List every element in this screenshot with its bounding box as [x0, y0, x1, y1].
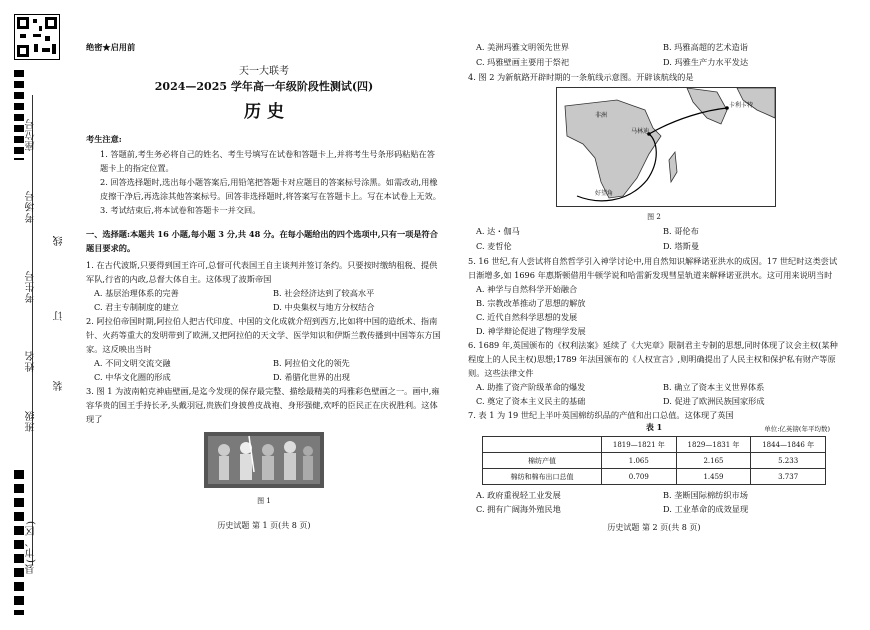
- question-options: [468, 40, 840, 70]
- note-item: 2. 回答选择题时,选出每小题答案后,用铅笔把答题卡对应题目的答案标号涂黑。如需改动,用橡皮擦干净后,再选涂其他答案标号。回答非选择题时,将答案写在答题卡上。写在本试卷上无效。: [100, 177, 441, 201]
- black-stripe-top: [14, 70, 24, 160]
- option: A. 政府重视轻工业发展: [476, 490, 561, 500]
- figure-caption: 图 1: [257, 497, 271, 505]
- table-cell: 1829—1831 年: [676, 437, 751, 453]
- option: D. 促进了欧洲民族国家形成: [663, 396, 765, 406]
- option: C. 奠定了资本主义民主的基础: [476, 396, 586, 406]
- table-unit: 单位:亿英镑(年平均数): [764, 425, 830, 433]
- question-options: [86, 286, 442, 314]
- question-options: [468, 488, 840, 516]
- route-map: [556, 87, 776, 207]
- label-name: 姓名: [26, 350, 37, 372]
- option: A. 达・伽马: [476, 226, 520, 236]
- page-footer: 历史试题 第 2 页(共 8 页): [607, 523, 701, 532]
- data-table: [482, 436, 826, 485]
- option: A. 神学与自然科学开始融合: [476, 284, 578, 294]
- subject-title: 历 史: [244, 102, 284, 122]
- label-room: 考场号: [26, 190, 37, 223]
- option: D. 玛雅生产力水平发达: [663, 57, 749, 67]
- label-student-id: 考生号: [26, 270, 37, 303]
- question-stem: 4. 图 2 为新航路开辟时期的一条航线示意图。开辟该航线的是: [468, 72, 694, 82]
- table-title: 表 1: [645, 422, 663, 432]
- table-cell: 1.459: [676, 469, 751, 485]
- table-cell: 棉纺产值: [483, 453, 602, 469]
- option: C. 中华文化圈的形成: [94, 372, 171, 382]
- secret-mark: 绝密★启用前: [86, 42, 136, 52]
- option: A. 助推了资产阶级革命的爆发: [476, 382, 586, 392]
- map-label: 好望角: [595, 190, 614, 197]
- option: D. 中央集权与地方分权结合: [273, 302, 375, 312]
- question-options: [468, 224, 840, 254]
- table-row: [483, 469, 826, 485]
- note-item: 3. 考试结束后,将本试卷和答题卡一并交回。: [100, 205, 261, 215]
- question-stem: 1. 在古代波斯,只要得到国王许可,总督可代表国王自主谈判并签订条约。只要按时缴纳租税、提供军队,行省的内政,总督大体自主。这体现了波斯帝国: [86, 260, 438, 284]
- question-stem: 3. 图 1 为波南帕克神庙壁画,是迄今发现的保存最完整、描绘最精美的玛雅彩色壁画之一。画中,雍容华贵的国王手持长矛,头戴羽冠,贵族们身披兽皮战袍、身形强健,欢呼的臣民正在庆祝胜利。这体现了: [86, 386, 440, 424]
- page-footer: 历史试题 第 1 页(共 8 页): [217, 521, 311, 530]
- black-stripe-bottom: [14, 470, 24, 615]
- question-options: [468, 380, 840, 408]
- option: B. 确立了资本主义世界体系: [663, 382, 765, 392]
- notes-title: 考生注意:: [86, 134, 122, 144]
- right-column: [468, 40, 840, 533]
- mural-image: [204, 432, 324, 488]
- question-options: [86, 356, 442, 384]
- binding-sidebar: [0, 0, 78, 630]
- table-header-row: [483, 437, 826, 453]
- table-cell: [483, 437, 602, 453]
- option: C. 玛雅壁画主要用于祭祀: [476, 57, 570, 67]
- question-stem: 7. 表 1 为 19 世纪上半叶英国棉纺织品的产值和出口总值。这体现了英国: [468, 410, 734, 420]
- option: A. 美洲玛雅文明领先世界: [476, 42, 569, 52]
- option: C. 麦哲伦: [476, 241, 512, 251]
- option: D. 希腊化世界的出现: [273, 372, 350, 382]
- question-stem: 5. 16 世纪,有人尝试将自然哲学引入神学讨论中,用自然知识解释诺亚洪水的成因。17 世纪时这类尝试日渐增多,如 1696 年惠斯顿借用牛顿学说和哈雷新发现彗星轨道来解释诺亚洪水。这可用来说明当时: [468, 256, 838, 280]
- table-cell: 2.165: [676, 453, 751, 469]
- table-cell: 1.065: [602, 453, 677, 469]
- bind-mark-seal: 装: [54, 380, 65, 391]
- option: A. 基层治理体系的完善: [94, 288, 179, 298]
- section-heading: 一、选择题:本题共 16 小题,每小题 3 分,共 48 分。在每小题给出的四个选项中,只有一项是符合题目要求的。: [86, 229, 438, 253]
- option: B. 玛雅高超的艺术造诣: [663, 42, 748, 52]
- option: C. 拥有广阔海外殖民地: [476, 504, 561, 514]
- qr-code-icon: [14, 14, 60, 60]
- option: B. 垄断国际棉纺织市场: [663, 490, 748, 500]
- table-cell: 1844—1846 年: [751, 437, 826, 453]
- exam-title: 2024—2025 学年高一年级阶段性测试(四): [154, 80, 374, 93]
- option: B. 阿拉伯文化的领先: [273, 358, 350, 368]
- table-row: [483, 453, 826, 469]
- table-cell: 0.709: [602, 469, 677, 485]
- exam-org: 天一大联考: [239, 66, 289, 77]
- option: B. 社会经济达到了较高水平: [273, 288, 375, 298]
- option: C. 近代自然科学思想的发展: [476, 312, 578, 322]
- left-column: [86, 40, 442, 531]
- map-label: 卡利卡特: [729, 102, 754, 109]
- option: B. 宗教改革推动了思想的解放: [476, 298, 586, 308]
- label-county: 县(市、区): [26, 520, 37, 574]
- note-item: 1. 答题前,考生务必将自己的姓名、考生号填写在试卷和答题卡上,并将考生号条形码粘贴在答题卡上的指定位置。: [100, 149, 435, 173]
- map-label: 马林迪: [631, 128, 650, 135]
- label-class: 班级: [26, 410, 37, 432]
- question-stem: 2. 阿拉伯帝国时期,阿拉伯人把古代印度、中国的文化成就介绍到西方,比如将中国的造纸术、指南针、火药等重大的发明带到了欧洲,又把阿拉伯的天文学、医学知识和伊斯兰教传播到中国等东方国家。这反映出当时: [86, 316, 441, 354]
- table-cell: 3.737: [751, 469, 826, 485]
- table-cell: 1819—1821 年: [602, 437, 677, 453]
- option: B. 哥伦布: [663, 226, 699, 236]
- figure-caption: 图 2: [647, 213, 661, 221]
- option: A. 不同文明交流交融: [94, 358, 171, 368]
- option: D. 神学辩论促进了物理学发展: [476, 326, 586, 336]
- bind-mark-line: 线: [54, 235, 65, 246]
- binding-line: [32, 95, 33, 565]
- option: C. 君主专制制度的建立: [94, 302, 179, 312]
- bind-mark-stitch: 订: [54, 310, 65, 321]
- label-seat: 座位号: [26, 118, 37, 151]
- option: D. 工业革命的成效显现: [663, 504, 749, 514]
- table-cell: 棉纺和棉布出口总值: [483, 469, 602, 485]
- option: D. 塔斯曼: [663, 241, 700, 251]
- map-label: 非洲: [595, 112, 608, 119]
- question-stem: 6. 1689 年,英国颁布的《权利法案》延续了《大宪章》限制君主专制的思想,同时体现了议会主权(某种程度上的人民主权)思想;1789 年法国颁布的《人权宣言》,则明确提出了人民主权和保护私有财产等原则。这些法律文件: [468, 340, 838, 378]
- table-cell: 5.233: [751, 453, 826, 469]
